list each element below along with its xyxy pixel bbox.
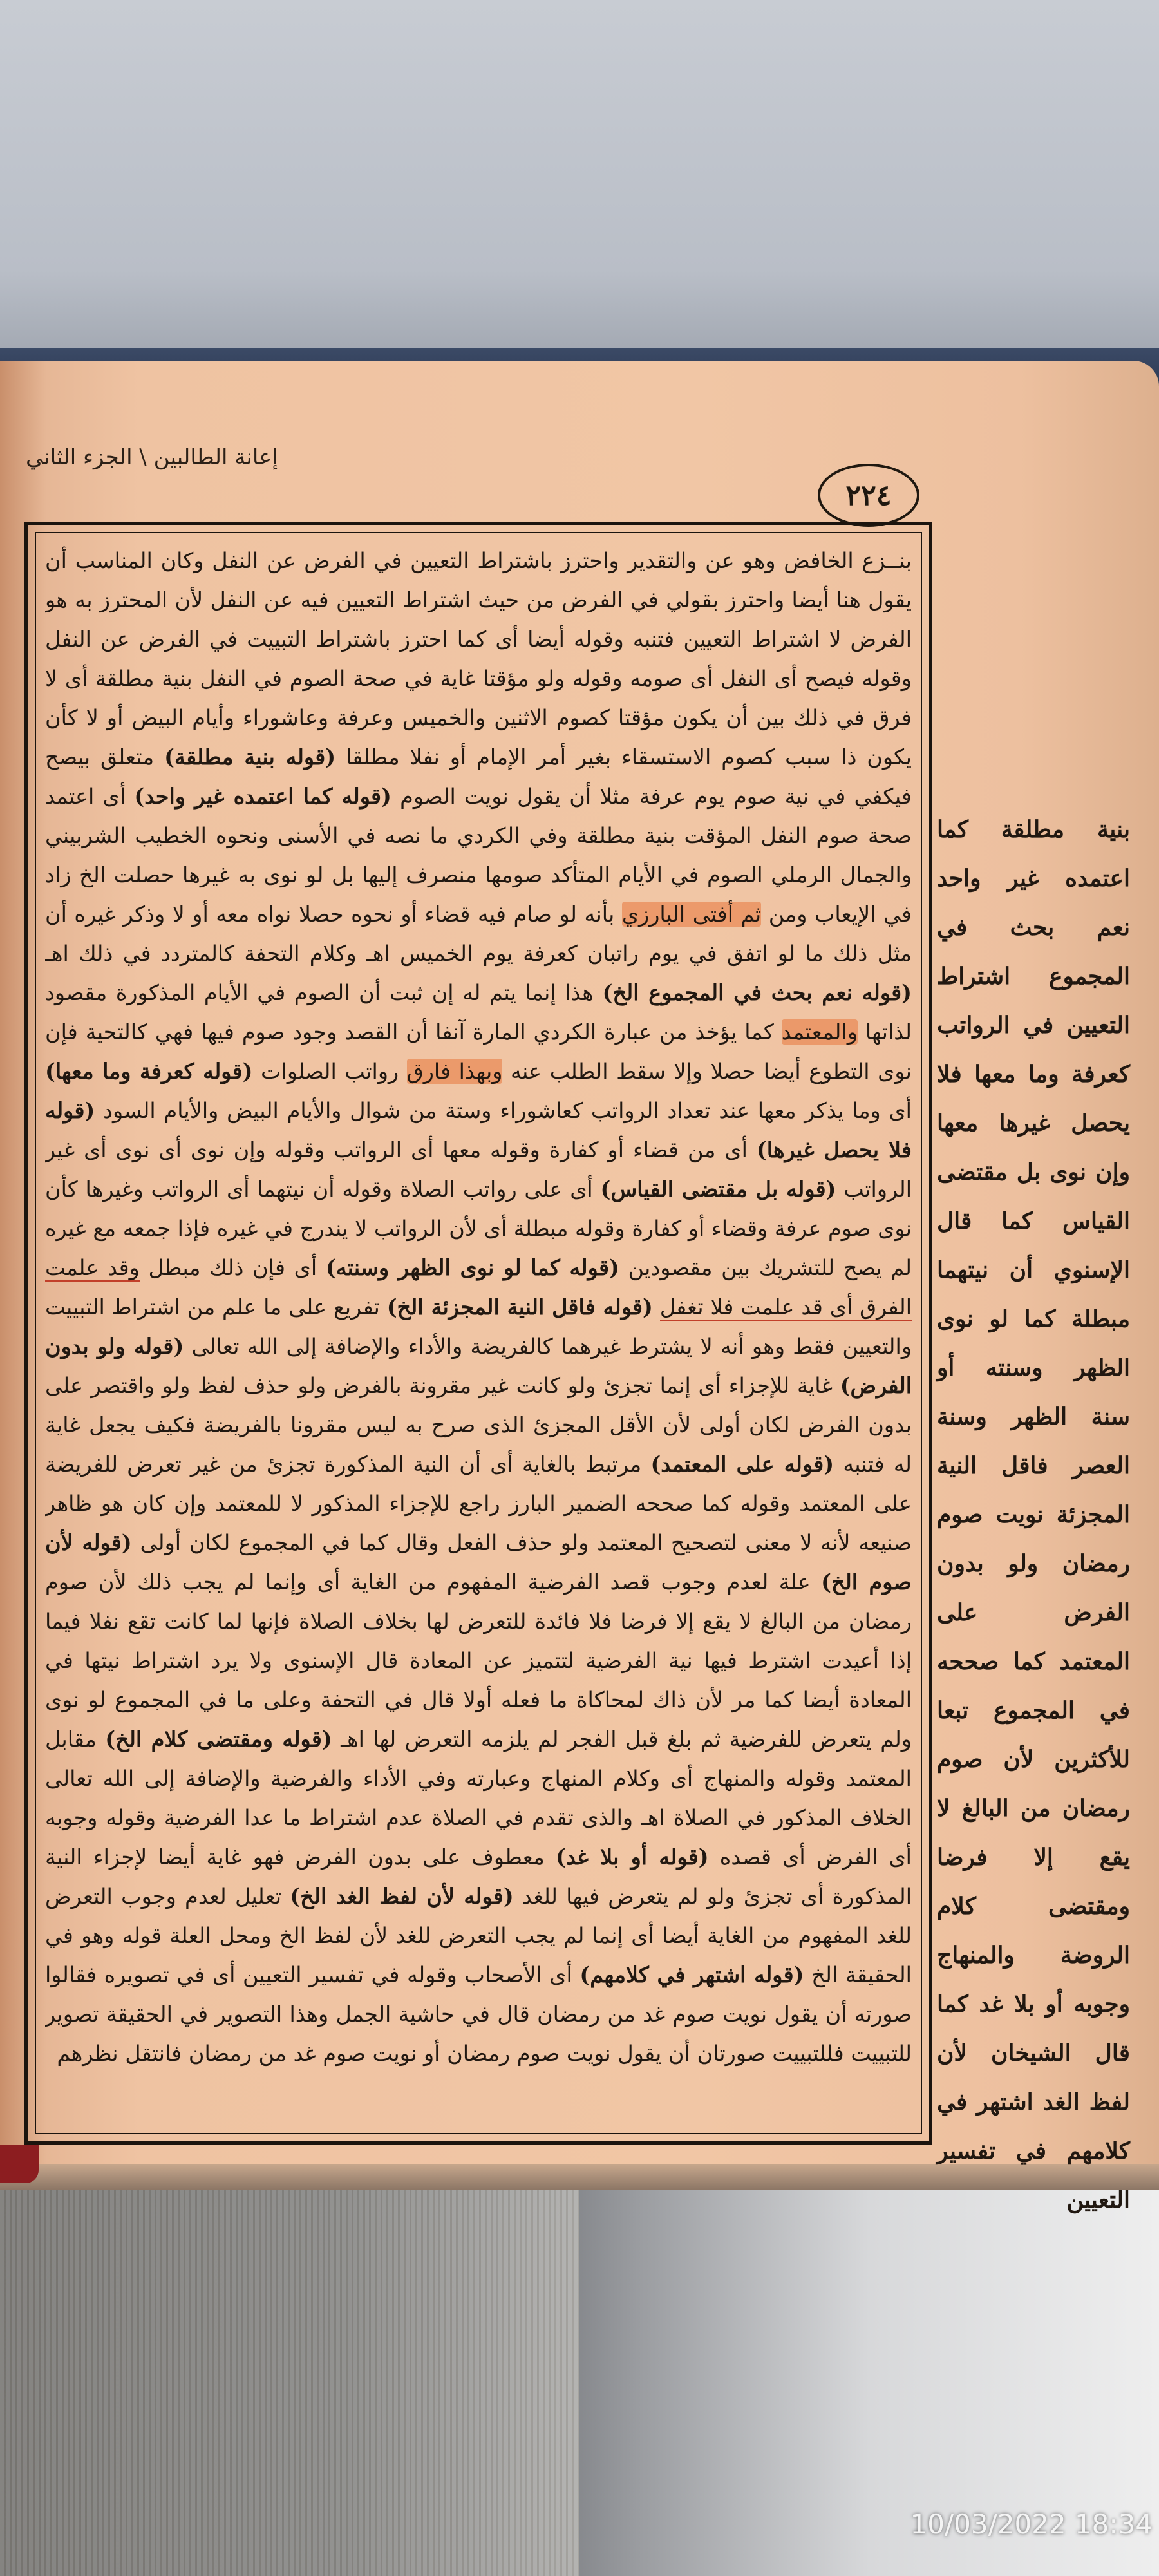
text-run — [653, 1294, 660, 1320]
highlighted-text: والمعتمد — [781, 1019, 858, 1045]
text-run: معطوف على بدون الفرض فهو غاية أيضا لإجزاء النية المذكورة أى تجزئ ولو لم يتعرض فيها للغد — [45, 1844, 912, 1909]
background-wall — [0, 0, 1159, 386]
page-stack-edges — [0, 2190, 580, 2576]
text-run: أى وما يذكر معها عند تعداد الرواتب كعاشوراء وستة من شوال والأيام البيض والأيام السود — [95, 1098, 912, 1123]
text-run: أى الأصحاب وقوله في تفسير التعيين أى في تصويره فقالوا صورته أن يقول نويت صوم غد من رمضان قال في حاشية الجمل وهذا التصوير في الحقيقة تصوير للتبييت فللتبييت صورتان أن يقول نويت صوم رمضان أو نويت صوم غد من رمضان فانتقل نظرهم — [45, 1962, 912, 2066]
lemma-heading: (قوله ولو بدون الفرض) — [45, 1334, 912, 1398]
text-run: علة لعدم وجوب قصد الفرضية المفهوم من الغاية أى وإنما لم يجب ذلك لأن صوم رمضان من البالغ لا يقع إلا فرضا فلا فائدة للتعرض لها بخلاف الصلاة فإنها لما كانت تقع نفلا فيما إذا أعيدت اشترط فيها نية الفرضية لتتميز عن المعادة قال الإسنوى ولا يرد اشتراط نيتها في المعادة أيضا كما مر لأن ذاك لمحاكاة ما فعله أولا قال في التحفة وعلى ما في المجموع لو نوى ولم يتعرض للفرضية ثم بلغ قبل الفجر لم يلزمه التعرض لها اهـ — [45, 1569, 912, 1752]
text-run: تفريع على ما علم من اشتراط التبييت والتعيين فقط وهو أنه لا يشترط غيرهما كالفريضة والأداء والإضافة إلى الله تعالى — [45, 1294, 912, 1359]
lemma-heading: (قوله فاقل النية المجزئة الخ) — [386, 1294, 653, 1320]
lemma-heading: (قوله فلا يحصل غيرها) — [45, 1098, 912, 1162]
text-run: رواتب الصلوات — [252, 1059, 407, 1084]
lemma-heading: (قوله ومقتضى كلام الخ) — [105, 1727, 332, 1752]
text-run: كما يؤخذ من عبارة الكردي المارة آنفا أن القصد وجود صوم فيها فهي كالتحية فإن نوى التطوع أيضا حصلا وإلا سقط الطلب عنه — [45, 1019, 912, 1084]
text-run: غاية للإجزاء أى إنما تجزئ ولو كانت غير مقرونة بالفرض ولو حذف لفظ ولو واقتصر على بدون الفرض لكان أولى لأن الأقل المجزئ الذى صرح به ليس مقرونا بالفريضة فكيف يجعل غاية له فتنبه — [45, 1373, 912, 1477]
text-run: هذا إنما يتم له إن ثبت أن الصوم في الأيام المذكورة مقصود لذاتها — [45, 980, 912, 1045]
lemma-heading: (قوله بنية مطلقة) — [164, 744, 336, 770]
lemma-heading: (قوله نعم بحث في المجموع الخ) — [602, 980, 912, 1005]
lemma-heading: (قوله لأن لفظ الغد الخ) — [290, 1884, 514, 1909]
highlighted-text: ثم أفتى البارزي — [621, 902, 762, 927]
lemma-heading: (قوله كما لو نوى الظهر وسنته) — [325, 1255, 619, 1280]
text-run: مرتبط بالغاية أى أن النية المذكورة تجزئ من غير تعرض للفريضة على المعتمد وقوله كما صححه الضمير البارز راجع للإجزاء المذكور لا للمعتمد وإن كان هو ظاهر صنيعه لأنه لا معنى لتصحيح المعتمد ولو حذف الفعل وقال كما في المجموع لكان أولى — [45, 1452, 912, 1555]
text-run: بأنه لو صام فيه قضاء أو نحوه حصلا نواه معه أو لا وذكر غيره أن مثل ذلك ما لو اتفق في يوم راتبان كعرفة يوم الخميس اهـ وكلام التحفة كالمتردد في ذلك اهـ — [45, 902, 912, 966]
commentary-text — [45, 541, 912, 2125]
bookmark-ribbon — [0, 2145, 39, 2183]
text-run: أى اعتمد صحة صوم النفل المؤقت بنية مطلقة وفي الكردي ما نصه في الأسنى ونحوه الخطيب الشربيني والجمال الرملي الصوم في الأيام المتأكد صومها منصرف إليها بل لو نوى به غيرها حصلت الخ زاد في الإيعاب ومن — [45, 784, 912, 927]
lemma-heading: (قوله كعرفة وما معها) — [45, 1059, 253, 1084]
text-run: مقابل المعتمد وقوله والمنهاج أى وكلام المنهاج وعبارته وفي الأداء والفرضية والإضافة إلى الله تعالى الخلاف المذكور في الصلاة اهـ والذى تقدم في الصلاة عدم اشتراط ما عدا الفرضية وقوله وجوبه أى الفرض أى قصده — [45, 1727, 912, 1870]
running-title: إعانة الطالبين \ الجزء الثاني — [26, 444, 279, 470]
page-number-text: ٢٢٤ — [845, 478, 892, 512]
text-run: أى من قضاء أو كفارة وقوله معها أى الرواتب وقوله وإن نوى أى نوى أى غير الرواتب — [45, 1137, 912, 1202]
page-number — [818, 464, 919, 527]
lemma-heading: (قوله على المعتمد) — [650, 1452, 834, 1477]
margin-matn-text: بنية مطلقة كما اعتمده غير واحد نعم بحث في المجموع اشتراط التعيين في الرواتب كعرفة وما معها فلا يحصل غيرها معها وإن نوى بل مقتضى القياس كما قال الإسنوي أن نيتهما مبطلة كما لو نوى الظهر وسنته أو سنة الظهر وسنة العصر فاقل النية المجزئة نويت صوم رمضان ولو بدون الفرض على المعتمد كما صححه في المجموع تبعا للأكثرين لأن صوم رمضان من البالغ لا يقع إلا فرضا ومقتضى كلام الروضة والمنهاج وجوبه أو بلا غد كما قال الشيخان لأن لفظ الغد اشتهر في كلامهم في تفسير التعيين — [937, 816, 1130, 2213]
lemma-heading: (قوله أو بلا غد) — [555, 1844, 709, 1870]
lemma-heading: (قوله كما اعتمده غير واحد) — [134, 784, 391, 809]
commentary-paragraph — [45, 541, 912, 2073]
text-run: أى على رواتب الصلاة وقوله أن نيتهما أى الرواتب وغيرها كأن نوى صوم عرفة وقضاء أو كفارة وقوله مبطلة أى لأن الرواتب لا يندرج في غيره فإذا جمعه مع غيره لم يصح للتشريك بين مقصودين — [45, 1177, 912, 1280]
text-run: أى فإن ذلك مبطل — [139, 1255, 326, 1280]
text-run: بنــزع الخافض وهو عن والتقدير واحترز باشتراط التعيين في الفرض عن النفل وكان المناسب أن يقول هنا أيضا واحترز بقولي في الفرض من حيث اشتراط التعيين فيه عن النفل لأن المحترز به هو الفرض لا اشتراط التعيين فتنبه وقوله أيضا أى كما احترز باشتراط التبييت في الفرض عن النفل وقوله فيصح أى النفل أى صومه وقوله ولو مؤقتا غاية في صحة الصوم في النفل بنية مطلقة أى لا فرق في ذلك بين أن يكون مؤقتا كصوم الاثنين والخميس وعرفة وعاشوراء وأيام البيض أو لا كأن يكون ذا سبب كصوم الاستسقاء بغير أمر الإمام أو نفلا مطلقا — [45, 548, 912, 770]
highlighted-text: وبهذا فارق — [406, 1059, 503, 1084]
text-run: تعليل لعدم وجوب التعرض للغد المفهوم من الغاية أيضا أى إنما لم يجب التعرض للغد لأن لفظ الخ ومحل العلة قوله وهو في الحقيقة الخ — [45, 1884, 912, 1987]
lemma-heading: (قوله لأن صوم الخ) — [45, 1530, 912, 1595]
text-run: متعلق بيصح فيكفي في نية صوم يوم عرفة مثلا أن يقول نويت الصوم — [45, 744, 912, 809]
lemma-heading: (قوله اشتهر في كلامهم) — [580, 1962, 804, 1987]
photo-timestamp: 10/03/2022 18:34 — [910, 2508, 1153, 2540]
lemma-heading: (قوله بل مقتضى القياس) — [600, 1177, 836, 1202]
underlined-text: وقد علمت الفرق أى قد علمت فلا تغفل — [45, 1255, 912, 1321]
